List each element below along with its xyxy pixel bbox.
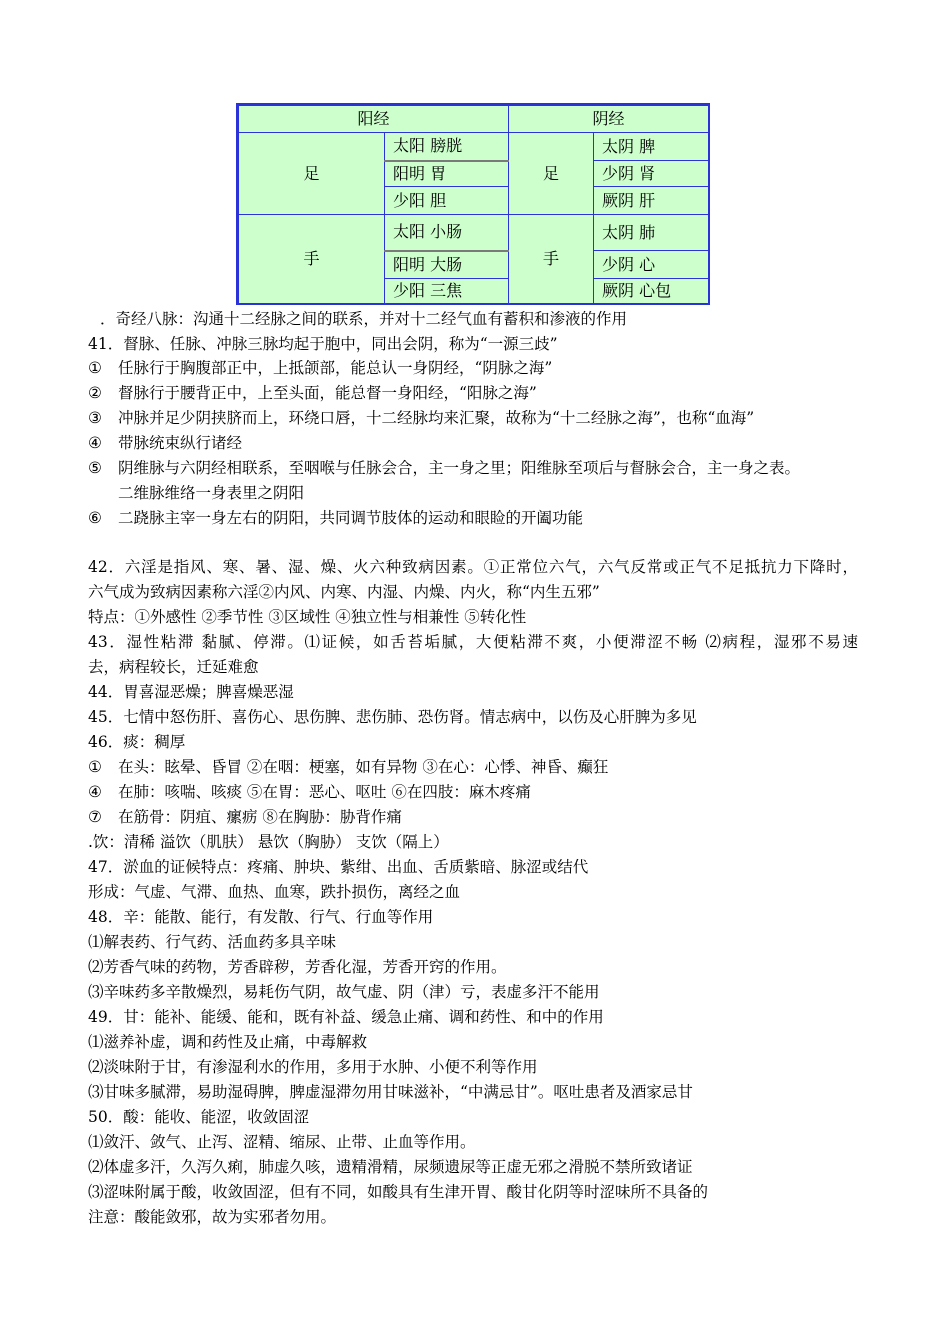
text-line: ⑴解表药、行气药、活血药多具辛味 [88, 933, 337, 951]
group-foot-yang: 足 [239, 133, 385, 215]
text-line: 44．胃喜湿恶燥；脾喜燥恶湿 [88, 683, 294, 701]
text-line: ⑵体虚多汗，久泻久痢，肺虚久咳，遗精滑精，尿频遗尿等正虚无邪之滑脱不禁所致诸证 [88, 1158, 693, 1176]
text-line: 43．湿性粘滞 黏腻、停滞。⑴证候，如舌苔垢腻，大便粘滞不爽，小便滞涩不畅 ⑵病程，湿邪不易速 [88, 633, 858, 651]
list-marker: ⑥ [88, 509, 102, 527]
meridian-cell: 太阳 小肠 [385, 215, 509, 251]
list-item [88, 782, 531, 802]
text-line: 特点：①外感性 ②季节性 ③区域性 ④独立性与相兼性 ⑤转化性 [88, 608, 527, 626]
text-line: 42．六淫是指风、寒、暑、湿、燥、火六种致病因素。①正常位六气，六气反常或正气不足抵抗力下降时， [88, 558, 858, 576]
text-line: 50．酸：能收、能涩，收敛固涩 [88, 1108, 310, 1126]
text-line: 注意：酸能敛邪，故为实邪者勿用。 [88, 1208, 337, 1226]
list-marker: ⑦ [88, 808, 102, 826]
list-item-text: 督脉行于腰背正中，上至头面，能总督一身阳经，“阳脉之海” [118, 384, 537, 402]
list-marker: ⑤ [88, 459, 102, 477]
list-item-text: 在筋骨：阴疽、瘰疬 ⑧在胸胁：胁背作痛 [118, 808, 402, 826]
list-item-text: 带脉统束纵行诸经 [118, 434, 243, 452]
list-item-text: 二跷脉主宰一身左右的阴阳，共同调节肢体的运动和眼睑的开阖功能 [118, 509, 584, 527]
list-item-text: 冲脉并足少阴挟脐而上，环绕口唇，十二经脉均来汇聚，故称为“十二经脉之海”，也称“血海” [118, 409, 755, 427]
text-line: 48．辛：能散、能行，有发散、行气、行血等作用 [88, 908, 434, 926]
meridian-cell: 少阴 肾 [594, 161, 709, 187]
list-marker: ④ [88, 783, 102, 801]
meridian-table [236, 103, 710, 305]
text-line: ⑴滋养补虚，调和药性及止痛，中毒解救 [88, 1033, 368, 1051]
meridian-cell: 少阳 胆 [385, 187, 509, 215]
text-line: ⑵淡味附于甘，有渗湿利水的作用，多用于水肿、小便不利等作用 [88, 1058, 538, 1076]
meridian-cell: 太阳 膀胱 [385, 133, 509, 161]
meridian-cell: 少阳 三焦 [385, 279, 509, 304]
list-item-text: 在肺：咳喘、咳痰 ⑤在胃：恶心、呕吐 ⑥在四肢：麻木疼痛 [118, 783, 531, 801]
list-item [88, 408, 754, 428]
meridian-cell: 厥阴 肝 [594, 187, 709, 215]
header-yin: 阴经 [509, 106, 709, 133]
text-line: 形成：气虚、气滞、血热、血寒，跌扑损伤，离经之血 [88, 883, 461, 901]
meridian-cell: 少阴 心 [594, 251, 709, 279]
text-line: ．奇经八脉：沟通十二经脉之间的联系，并对十二经气血有蓄积和渗液的作用 [100, 310, 628, 328]
text-line: 去，病程较长，迁延难愈 [88, 658, 259, 676]
text-line: 二维脉维络一身表里之阴阳 [118, 484, 305, 502]
text-line: 六气成为致病因素称六淫②内风、内寒、内湿、内燥、内火，称“内生五邪” [88, 583, 600, 601]
list-item-text: 在头：眩晕、昏冒 ②在咽：梗塞，如有异物 ③在心：心悸、神昏、癫狂 [118, 758, 609, 776]
list-marker: ② [88, 384, 102, 402]
list-marker: ① [88, 359, 102, 377]
text-line: 46．痰：稠厚 [88, 733, 186, 751]
text-line: .饮：清稀 溢饮（肌肤） 悬饮（胸胁） 支饮（隔上） [88, 833, 449, 851]
list-item-text: 阴维脉与六阴经相联系，至咽喉与任脉会合，主一身之里；阳维脉至项后与督脉会合，主一身之表。 [118, 459, 801, 477]
meridian-cell: 阳明 大肠 [385, 251, 509, 279]
meridian-cell: 太阴 脾 [594, 133, 709, 161]
list-marker: ① [88, 758, 102, 776]
text-line: 49．甘：能补、能缓、能和，既有补益、缓急止痛、调和药性、和中的作用 [88, 1008, 604, 1026]
list-item [88, 508, 583, 528]
meridian-cell: 厥阴 心包 [594, 279, 709, 304]
list-marker: ③ [88, 409, 102, 427]
group-hand-yin: 手 [509, 215, 594, 304]
text-line: ⑶辛味药多辛散燥烈，易耗伤气阴，故气虚、阴（津）亏，表虚多汗不能用 [88, 983, 600, 1001]
text-line: 45．七情中怒伤肝、喜伤心、思伤脾、悲伤肺、恐伤肾。情志病中，以伤及心肝脾为多见 [88, 708, 697, 726]
header-yang: 阳经 [239, 106, 509, 133]
list-item-text: 任脉行于胸腹部正中，上抵颌部，能总认一身阴经，“阴脉之海” [118, 359, 553, 377]
list-item [88, 458, 800, 478]
list-item [88, 433, 242, 453]
list-marker: ④ [88, 434, 102, 452]
group-foot-yin: 足 [509, 133, 594, 215]
text-line: ⑴敛汗、敛气、止泻、涩精、缩尿、止带、止血等作用。 [88, 1133, 476, 1151]
text-line: 47．淤血的证候特点：疼痛、肿块、紫绀、出血、舌质紫暗、脉涩或结代 [88, 858, 589, 876]
list-item [88, 358, 552, 378]
meridian-cell: 太阴 肺 [594, 215, 709, 251]
list-item [88, 383, 537, 403]
meridian-cell: 阳明 胃 [385, 161, 509, 187]
list-item [88, 757, 608, 777]
text-line: ⑶涩味附属于酸，收敛固涩，但有不同，如酸具有生津开胃、酸甘化阴等时涩味所不具备的 [88, 1183, 709, 1201]
text-line: ⑶甘味多腻滞，易助湿碍脾，脾虚湿滞勿用甘味滋补，“中满忌甘”。呕吐患者及酒家忌甘 [88, 1083, 693, 1101]
text-line: 41．督脉、任脉、冲脉三脉均起于胞中，同出会阴，称为“一源三歧” [88, 335, 558, 353]
text-line: ⑵芳香气味的药物，芳香辟秽，芳香化湿，芳香开窍的作用。 [88, 958, 507, 976]
list-item [88, 807, 402, 827]
group-hand-yang: 手 [239, 215, 385, 304]
